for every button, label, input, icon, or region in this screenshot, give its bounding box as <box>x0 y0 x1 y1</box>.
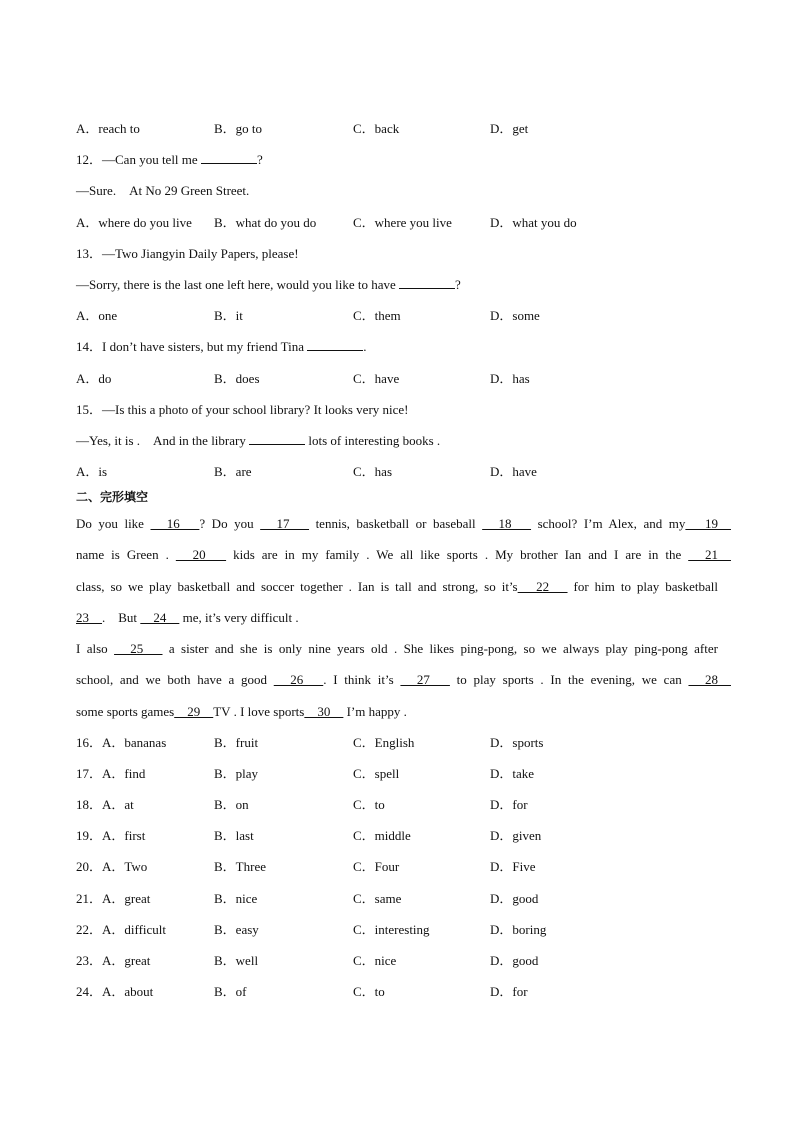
choice-c: C．to <box>353 984 385 999</box>
q14-option-d: D．has <box>490 371 530 386</box>
q12-option-d: D．what you do <box>490 215 577 230</box>
choice-b: B．play <box>214 766 259 781</box>
passage-line-7: some sports games 29 TV . I love sports 30 I’m happy . <box>76 704 407 719</box>
passage-line-6: school, and we both have a good 26 . I think it’s 27 to play sports . In the evening, we can 28 <box>76 672 731 687</box>
q14-option-a: A．do <box>76 371 112 386</box>
passage-line-3: class, so we play basketball and soccer together . Ian is tall and strong, so it’s 22 for him to play basketball <box>76 579 718 594</box>
choice-b: B．nice <box>214 891 258 906</box>
q12-option-c: C．where you live <box>353 215 452 230</box>
q11-option-a: A．reach to <box>76 121 140 136</box>
choice-a: 22．A．difficult <box>76 922 167 937</box>
blank-29: 29 <box>174 704 214 719</box>
q13-option-a: A．one <box>76 308 118 323</box>
choice-d: D．for <box>490 984 528 999</box>
choice-b: B．on <box>214 797 249 812</box>
choice-a: 19．A．first <box>76 828 146 843</box>
blank-19: 19 <box>685 516 731 531</box>
choice-c: C．nice <box>353 953 397 968</box>
q14-stem: 14．I don’t have sisters, but my friend Tina . <box>76 339 367 354</box>
choice-d: D．take <box>490 766 535 781</box>
choice-a: 24．A．about <box>76 984 154 999</box>
choice-d: D．boring <box>490 922 547 937</box>
choice-d: D．given <box>490 828 542 843</box>
choice-d: D．sports <box>490 735 544 750</box>
choice-c: C．English <box>353 735 415 750</box>
choice-b: B．fruit <box>214 735 259 750</box>
choice-b: B．last <box>214 828 254 843</box>
passage-line-5: I also 25 a sister and she is only nine years old . She likes ping-pong, so we always play ping-pong after <box>76 641 718 656</box>
blank-27: 27 <box>400 672 450 687</box>
choice-a: 18．A．at <box>76 797 134 812</box>
q12-answer: —Sure. At No 29 Green Street. <box>76 183 250 198</box>
q12-stem: 12．—Can you tell me ? <box>76 152 263 167</box>
choice-a: 20．A．Two <box>76 859 148 874</box>
passage-line-4: 23 . But 24 me, it’s very difficult . <box>76 610 299 625</box>
blank-25: 25 <box>114 641 163 656</box>
blank-26: 26 <box>273 672 324 687</box>
q12-option-b: B．what do you do <box>214 215 317 230</box>
choice-c: C．spell <box>353 766 400 781</box>
blank-18: 18 <box>482 516 532 531</box>
choice-a: 16．A．bananas <box>76 735 167 750</box>
q15-option-b: B．are <box>214 464 252 479</box>
passage-line-2: name is Green . 20 kids are in my family . We all like sports . My brother Ian and I are in the 21 <box>76 547 731 562</box>
q11-option-b: B．go to <box>214 121 263 136</box>
choice-b: B．easy <box>214 922 259 937</box>
answer-blank <box>399 275 455 289</box>
choice-d: D．good <box>490 891 539 906</box>
choice-b: B．of <box>214 984 247 999</box>
blank-21: 21 <box>688 547 731 562</box>
choice-c: C．Four <box>353 859 400 874</box>
choice-c: C．to <box>353 797 385 812</box>
blank-23: 23 <box>76 610 103 625</box>
choice-c: C．middle <box>353 828 411 843</box>
q13-reply: —Sorry, there is the last one left here, would you like to have ? <box>76 277 461 292</box>
choice-c: C．same <box>353 891 402 906</box>
choice-a: 23．A．great <box>76 953 151 968</box>
answer-blank <box>307 337 363 351</box>
blank-28: 28 <box>688 672 731 687</box>
q12-option-a: A．where do you live <box>76 215 192 230</box>
blank-24: 24 <box>140 610 180 625</box>
blank-17: 17 <box>260 516 310 531</box>
q14-option-c: C．have <box>353 371 400 386</box>
blank-30: 30 <box>304 704 344 719</box>
q15-option-d: D．have <box>490 464 537 479</box>
q13-option-c: C．them <box>353 308 401 323</box>
answer-blank <box>201 150 257 164</box>
blank-22: 22 <box>517 579 568 594</box>
section-heading: 二、完形填空 <box>76 490 149 504</box>
q14-option-b: B．does <box>214 371 260 386</box>
q15-reply: —Yes, it is . And in the library lots of interesting books . <box>76 433 441 448</box>
q11-option-c: C．back <box>353 121 400 136</box>
q11-option-d: D．get <box>490 121 529 136</box>
choice-d: D．for <box>490 797 528 812</box>
choice-a: 17．A．find <box>76 766 146 781</box>
choice-b: B．well <box>214 953 259 968</box>
q15-option-a: A．is <box>76 464 108 479</box>
q13-stem: 13．—Two Jiangyin Daily Papers, please! <box>76 246 299 261</box>
choice-a: 21．A．great <box>76 891 151 906</box>
blank-16: 16 <box>150 516 200 531</box>
q13-option-b: B．it <box>214 308 243 323</box>
choice-c: C．interesting <box>353 922 430 937</box>
answer-blank <box>249 431 305 445</box>
blank-20: 20 <box>175 547 227 562</box>
choice-d: D．good <box>490 953 539 968</box>
choice-b: B．Three <box>214 859 266 874</box>
choice-d: D．Five <box>490 859 536 874</box>
q13-option-d: D．some <box>490 308 540 323</box>
q15-stem: 15．—Is this a photo of your school library? It looks very nice! <box>76 402 409 417</box>
passage-line-1: Do you like 16 ? Do you 17 tennis, basketball or baseball 18 school? I’m Alex, and my 19 <box>76 516 731 531</box>
q15-option-c: C．has <box>353 464 393 479</box>
